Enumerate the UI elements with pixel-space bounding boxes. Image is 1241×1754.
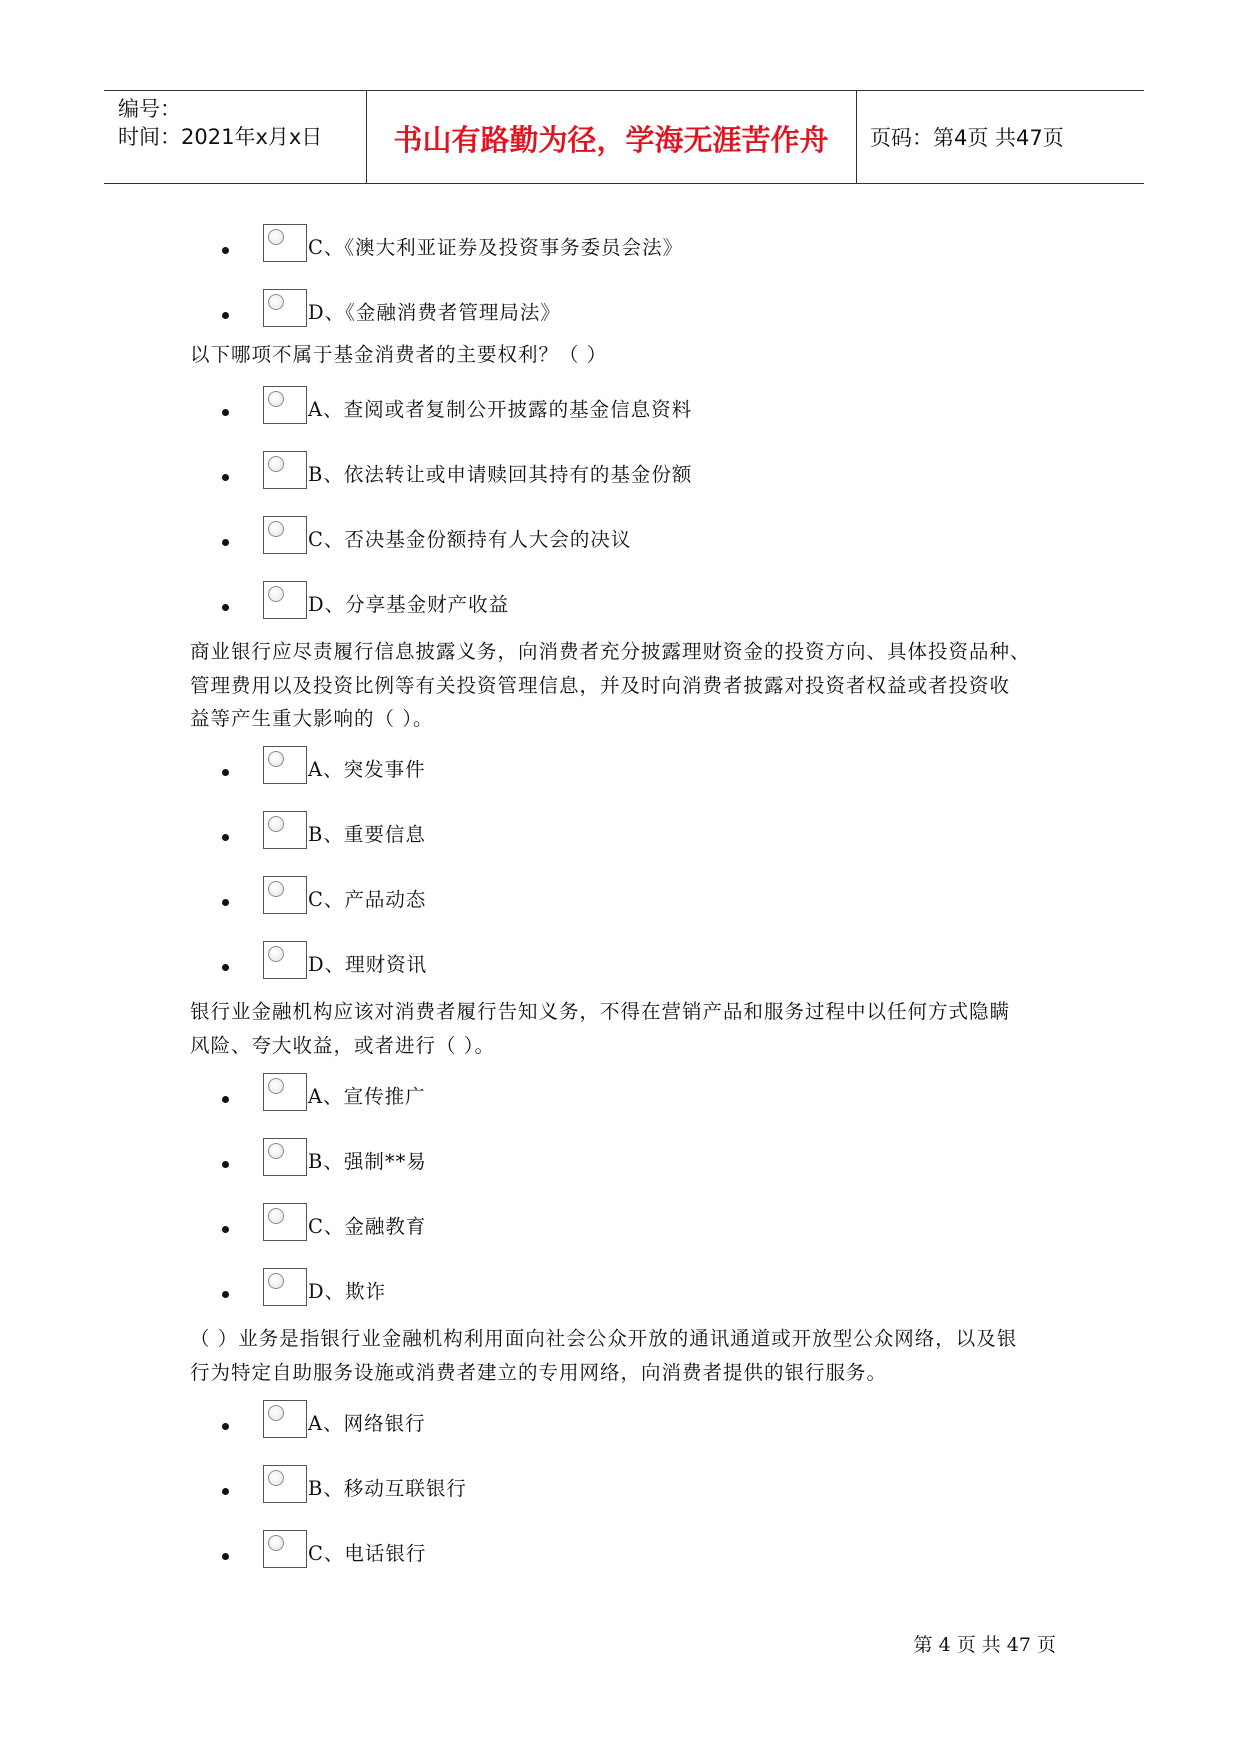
- radio-frame[interactable]: [263, 941, 307, 979]
- radio-button-icon[interactable]: [268, 456, 284, 472]
- page-footer: 第 4 页 共 47 页: [913, 1634, 1056, 1656]
- radio-frame[interactable]: [263, 1138, 307, 1176]
- bullet-dot: [222, 409, 229, 416]
- radio-frame[interactable]: [263, 1203, 307, 1241]
- radio-frame[interactable]: [263, 224, 307, 262]
- radio-button-icon[interactable]: [268, 816, 284, 832]
- radio-button-icon[interactable]: [268, 751, 284, 767]
- bullet-dot: [222, 474, 229, 481]
- bullet-dot: [222, 247, 229, 254]
- radio-frame[interactable]: [263, 386, 307, 424]
- bullet-dot: [222, 604, 229, 611]
- option-label: A、查阅或者复制公开披露的基金信息资料: [308, 398, 693, 421]
- option-label: A、网络银行: [308, 1412, 426, 1435]
- option-label: B、重要信息: [308, 823, 426, 846]
- bullet-dot: [222, 1488, 229, 1495]
- option-label: D、欺诈: [308, 1280, 387, 1303]
- header-motto: 书山有路勤为径，学海无涯苦作舟: [393, 123, 829, 157]
- option-label: C、《澳大利亚证券及投资事务委员会法》: [308, 236, 684, 259]
- radio-button-icon[interactable]: [268, 1405, 284, 1421]
- option-label: A、突发事件: [308, 758, 426, 781]
- bullet-dot: [222, 1161, 229, 1168]
- radio-button-icon[interactable]: [268, 1273, 284, 1289]
- option-label: A、宣传推广: [308, 1085, 426, 1108]
- option-label: B、移动互联银行: [308, 1477, 467, 1500]
- question-text-line: 行为特定自助服务设施或消费者建立的专用网络，向消费者提供的银行服务。: [190, 1361, 888, 1384]
- radio-frame[interactable]: [263, 1268, 307, 1306]
- question-text-line: 管理费用以及投资比例等有关投资管理信息，并及时向消费者披露对投资者权益或者投资收: [190, 674, 1011, 697]
- question-text-line: （ ）业务是指银行业金融机构利用面向社会公众开放的通讯通道或开放型公众网络，以及银: [190, 1327, 1018, 1350]
- radio-button-icon[interactable]: [268, 1535, 284, 1551]
- document-number-label: 编号：: [118, 97, 181, 121]
- radio-frame[interactable]: [263, 451, 307, 489]
- radio-frame[interactable]: [263, 516, 307, 554]
- radio-frame[interactable]: [263, 1465, 307, 1503]
- question-text-line: 风险、夸大收益，或者进行（ ）。: [190, 1034, 495, 1057]
- question-text-line: 益等产生重大影响的（ ）。: [190, 707, 434, 730]
- radio-button-icon[interactable]: [268, 946, 284, 962]
- option-label: D、理财资讯: [308, 953, 428, 976]
- radio-frame[interactable]: [263, 811, 307, 849]
- radio-frame[interactable]: [263, 1530, 307, 1568]
- option-label: D、分享基金财产收益: [308, 593, 510, 616]
- bullet-dot: [222, 539, 229, 546]
- radio-frame[interactable]: [263, 1073, 307, 1111]
- question-text: 以下哪项不属于基金消费者的主要权利？（ ）: [190, 343, 608, 366]
- radio-button-icon[interactable]: [268, 229, 284, 245]
- option-label: C、否决基金份额持有人大会的决议: [308, 528, 632, 551]
- question-text-line: 银行业金融机构应该对消费者履行告知义务，不得在营销产品和服务过程中以任何方式隐瞒: [190, 1000, 1011, 1023]
- radio-frame[interactable]: [263, 289, 307, 327]
- bullet-dot: [222, 1553, 229, 1560]
- radio-button-icon[interactable]: [268, 521, 284, 537]
- bullet-dot: [222, 1096, 229, 1103]
- option-label: C、产品动态: [308, 888, 427, 911]
- radio-button-icon[interactable]: [268, 1143, 284, 1159]
- bullet-dot: [222, 1226, 229, 1233]
- radio-button-icon[interactable]: [268, 1208, 284, 1224]
- radio-button-icon[interactable]: [268, 1078, 284, 1094]
- radio-frame[interactable]: [263, 746, 307, 784]
- option-label: C、电话银行: [308, 1542, 427, 1565]
- option-label: C、金融教育: [308, 1215, 427, 1238]
- bullet-dot: [222, 899, 229, 906]
- bullet-dot: [222, 1291, 229, 1298]
- radio-frame[interactable]: [263, 876, 307, 914]
- option-label: B、依法转让或申请赎回其持有的基金份额: [308, 463, 693, 486]
- question-text-line: 商业银行应尽责履行信息披露义务，向消费者充分披露理财资金的投资方向、具体投资品种、: [190, 640, 1031, 663]
- bullet-dot: [222, 1423, 229, 1430]
- document-time-label: 时间：2021年x月x日: [118, 125, 323, 149]
- radio-frame[interactable]: [263, 581, 307, 619]
- radio-button-icon[interactable]: [268, 1470, 284, 1486]
- option-label: B、强制**易: [308, 1150, 427, 1173]
- radio-button-icon[interactable]: [268, 294, 284, 310]
- bullet-dot: [222, 964, 229, 971]
- radio-button-icon[interactable]: [268, 391, 284, 407]
- radio-button-icon[interactable]: [268, 586, 284, 602]
- radio-frame[interactable]: [263, 1400, 307, 1438]
- radio-button-icon[interactable]: [268, 881, 284, 897]
- bullet-dot: [222, 834, 229, 841]
- bullet-dot: [222, 769, 229, 776]
- bullet-dot: [222, 312, 229, 319]
- header-page-indicator: 页码：第4页 共47页: [870, 126, 1064, 150]
- option-label: D、《金融消费者管理局法》: [308, 301, 561, 324]
